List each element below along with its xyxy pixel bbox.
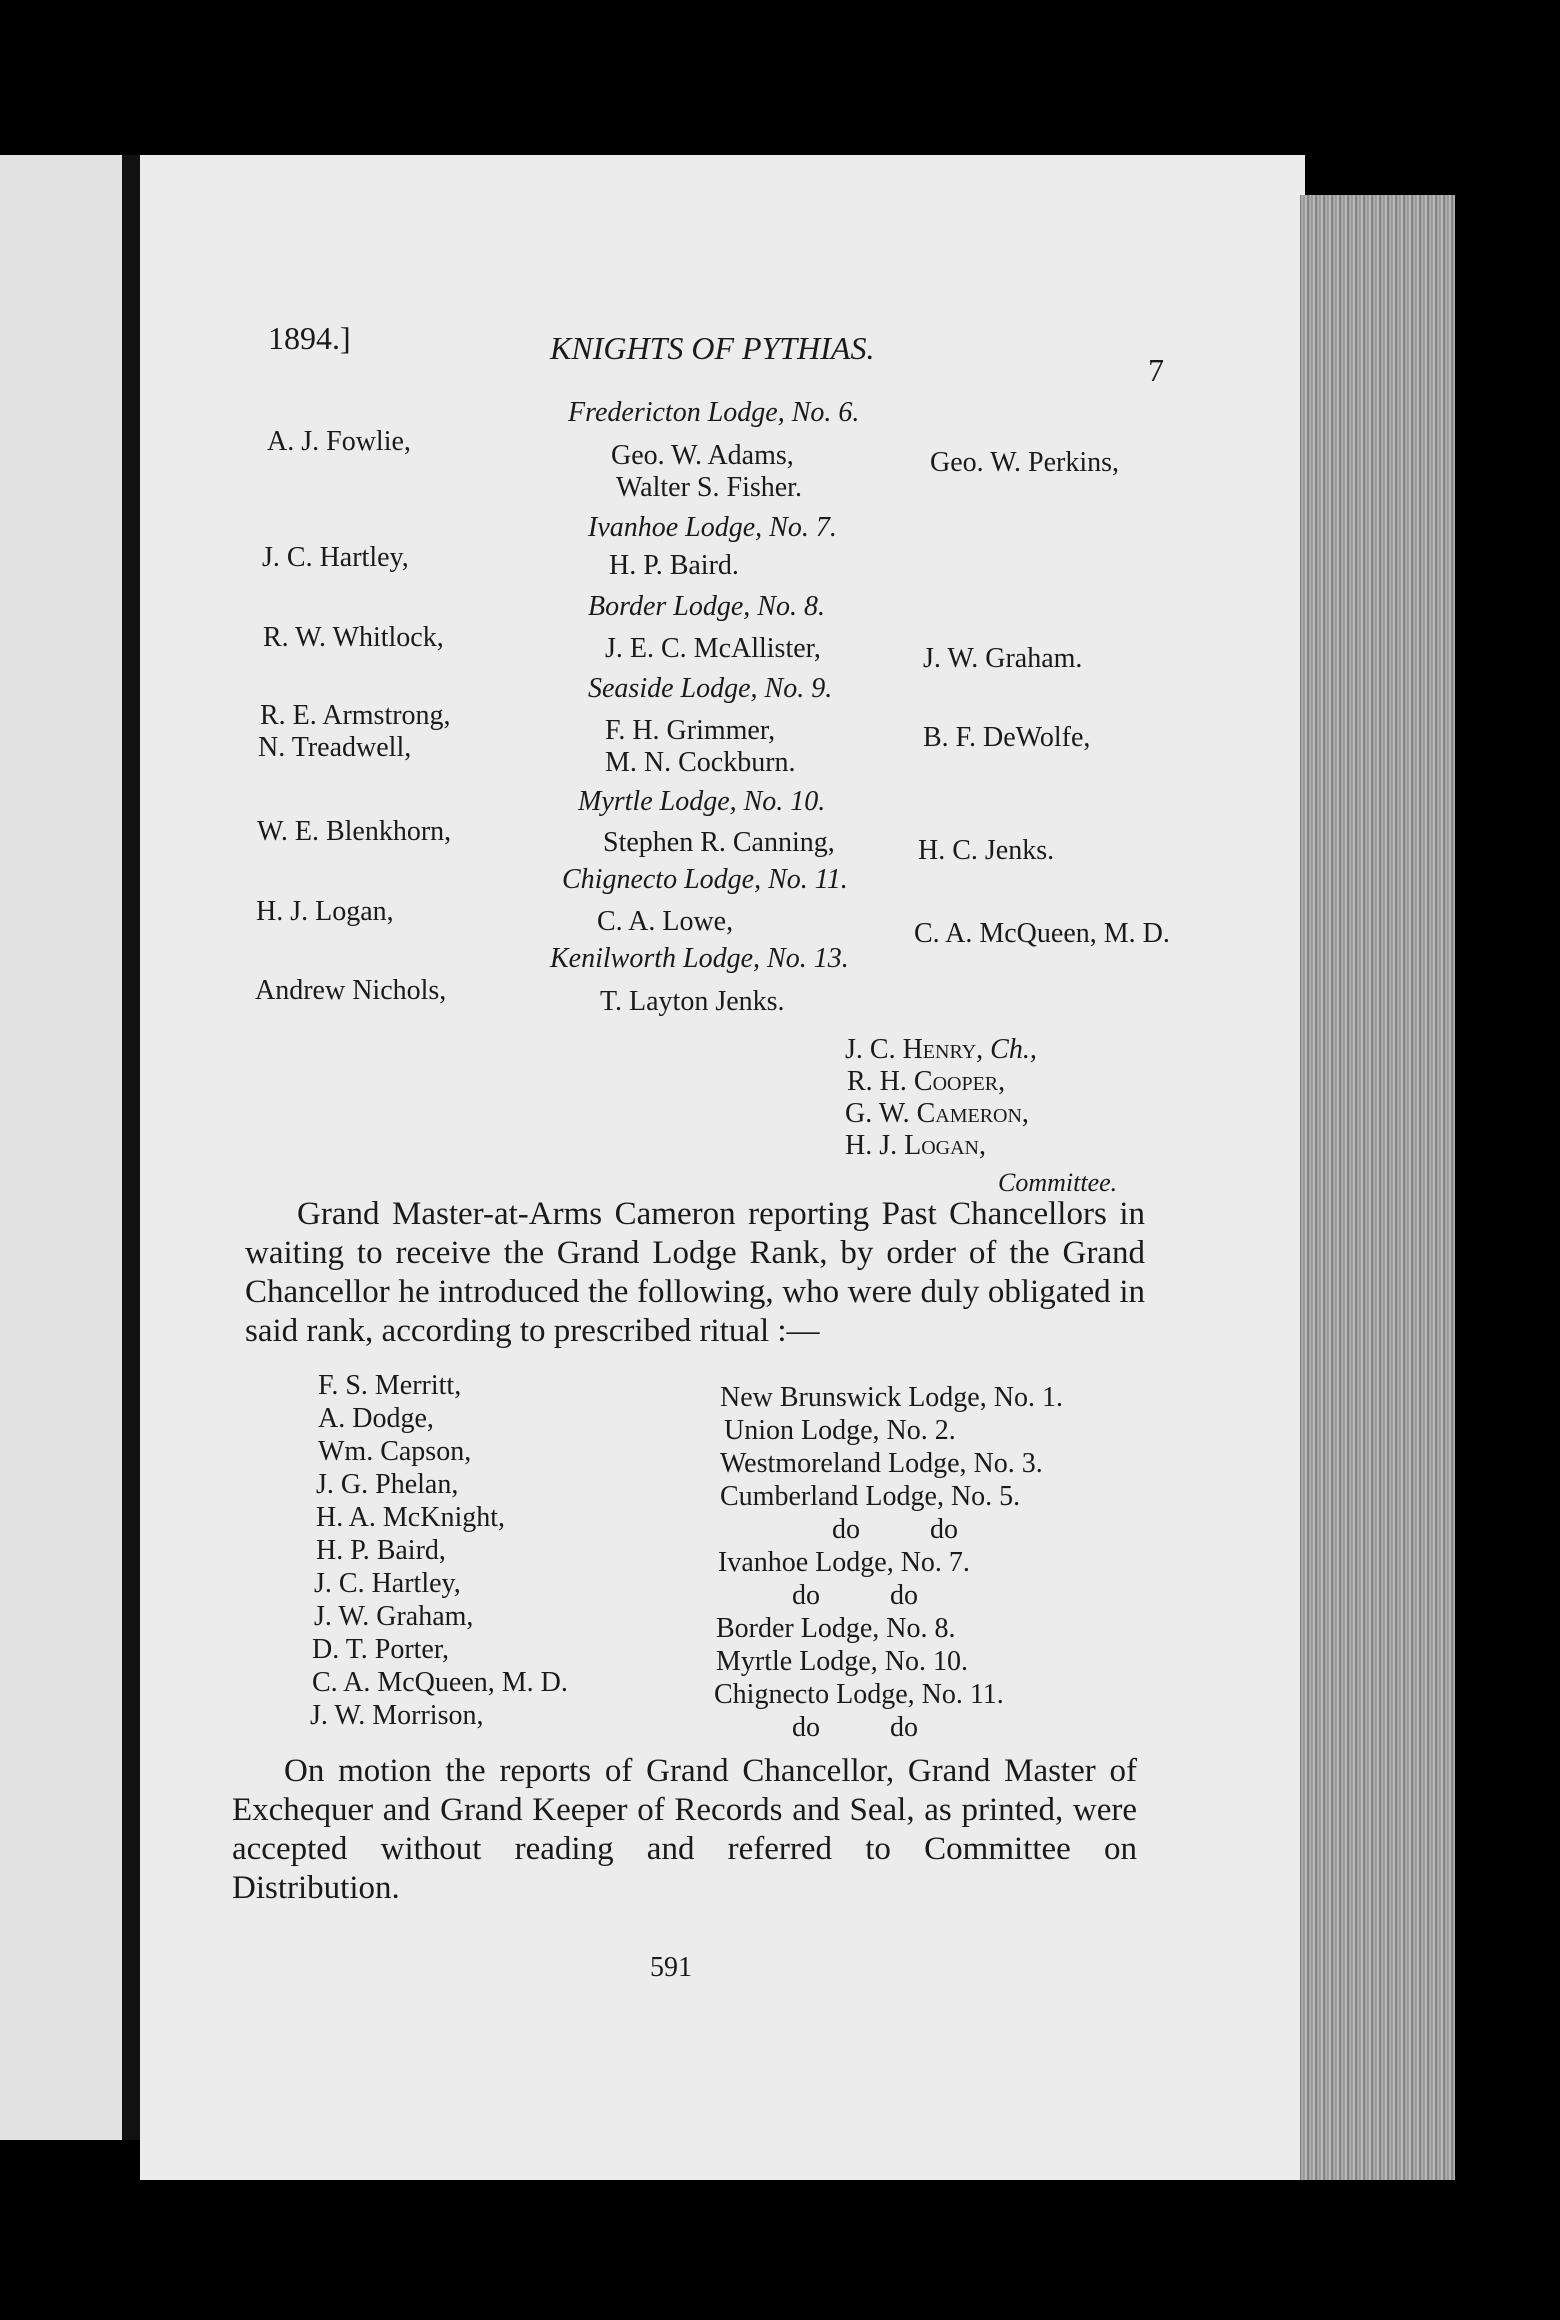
member-left: Andrew Nichols, [255, 975, 447, 1006]
member-center: F. H. Grimmer, [605, 715, 776, 746]
lodge-heading: Kenilworth Lodge, No. 13. [550, 943, 849, 974]
rank-name: C. A. McQueen, M. D. [312, 1667, 568, 1698]
page-number: 7 [1148, 352, 1164, 388]
member-left: A. J. Fowlie, [267, 426, 411, 457]
member-left: R. W. Whitlock, [263, 622, 444, 653]
member-left: N. Treadwell, [258, 732, 412, 763]
lodge-heading: Fredericton Lodge, No. 6. [568, 397, 860, 428]
member-left: W. E. Blenkhorn, [257, 816, 452, 847]
member-center: Walter S. Fisher. [616, 472, 802, 503]
header-year: 1894.] [268, 320, 351, 356]
member-right: C. A. McQueen, M. D. [914, 918, 1170, 949]
folio-number: 591 [650, 1952, 692, 1983]
book-spine [122, 155, 142, 2140]
rank-lodge: Ivanhoe Lodge, No. 7. [718, 1547, 970, 1578]
member-center: M. N. Cockburn. [605, 747, 796, 778]
member-center: H. P. Baird. [609, 550, 739, 581]
lodge-heading: Myrtle Lodge, No. 10. [578, 786, 826, 817]
lodge-heading: Ivanhoe Lodge, No. 7. [588, 512, 837, 543]
running-title: KNIGHTS OF PYTHIAS. [550, 330, 875, 366]
rank-lodge: Chignecto Lodge, No. 11. [714, 1679, 1004, 1710]
rank-lodge: Border Lodge, No. 8. [716, 1613, 956, 1644]
member-left: R. E. Armstrong, [260, 700, 451, 731]
lodge-heading: Border Lodge, No. 8. [588, 591, 825, 622]
rank-name: J. W. Morrison, [310, 1700, 484, 1731]
rank-lodge-ditto: do do [832, 1514, 958, 1545]
committee-member: G. W. Cameron, [845, 1098, 1029, 1129]
member-right: B. F. DeWolfe, [923, 722, 1091, 753]
rank-lodge: Myrtle Lodge, No. 10. [716, 1646, 968, 1677]
paragraph-rank-ceremony: Grand Master-at-Arms Cameron reporting Past Chancellors in waiting to receive the Grand Lodge Rank, by order of the Grand Chancellor he introduced the following, who were duly obligated in said rank, according to prescribed ritual :— [245, 1196, 1145, 1349]
rank-name: J. C. Hartley, [314, 1568, 461, 1599]
lodge-heading: Seaside Lodge, No. 9. [588, 673, 833, 704]
rank-name: F. S. Merritt, [318, 1370, 462, 1401]
rank-name: H. A. McKnight, [316, 1502, 505, 1533]
rank-lodge: Westmoreland Lodge, No. 3. [720, 1448, 1043, 1479]
committee-member: J. C. Henry, Ch., [845, 1034, 1037, 1065]
committee-label: Committee. [998, 1168, 1118, 1197]
page-edges [1300, 195, 1455, 2180]
rank-name: A. Dodge, [318, 1403, 434, 1434]
rank-lodge: Cumberland Lodge, No. 5. [720, 1481, 1021, 1512]
committee-member: H. J. Logan, [845, 1130, 987, 1161]
rank-lodge-ditto: do do [792, 1712, 918, 1743]
paragraph-reports-motion: On motion the reports of Grand Chancellor, Grand Master of Exchequer and Grand Keeper of Records and Seal, as printed, were accepted without reading and referred to Committee on Distribution. [232, 1753, 1137, 1906]
lodge-heading: Chignecto Lodge, No. 11. [562, 864, 848, 895]
member-center: T. Layton Jenks. [600, 986, 785, 1017]
facing-page-edge [0, 155, 125, 2140]
member-left: H. J. Logan, [256, 896, 394, 927]
member-center: J. E. C. McAllister, [605, 633, 821, 664]
member-left: J. C. Hartley, [262, 542, 409, 573]
member-right: J. W. Graham. [923, 643, 1083, 674]
member-right: Geo. W. Perkins, [930, 447, 1119, 478]
rank-name: H. P. Baird, [316, 1535, 446, 1566]
rank-name: J. G. Phelan, [316, 1469, 459, 1500]
rank-lodge: New Brunswick Lodge, No. 1. [720, 1382, 1063, 1413]
member-right: H. C. Jenks. [918, 835, 1055, 866]
member-center: Geo. W. Adams, [611, 440, 794, 471]
rank-lodge: Union Lodge, No. 2. [724, 1415, 956, 1446]
rank-lodge-ditto: do do [792, 1580, 918, 1611]
committee-member: R. H. Cooper, [847, 1066, 1006, 1097]
member-center: C. A. Lowe, [597, 906, 734, 937]
rank-name: Wm. Capson, [318, 1436, 472, 1467]
member-center: Stephen R. Canning, [603, 827, 835, 858]
rank-name: D. T. Porter, [312, 1634, 450, 1665]
rank-name: J. W. Graham, [314, 1601, 474, 1632]
